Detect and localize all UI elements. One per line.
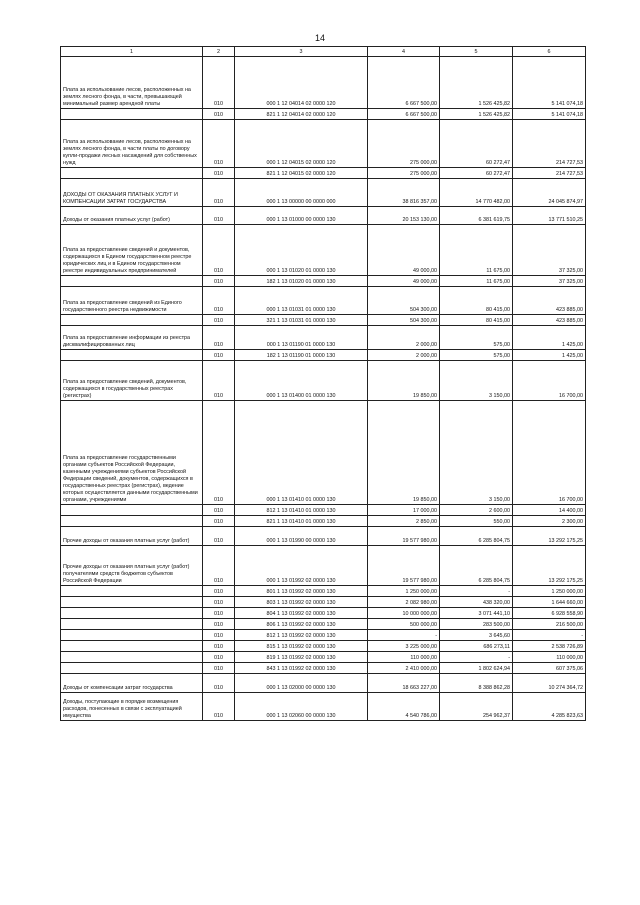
row-code-cell: 010	[203, 401, 235, 505]
row-name-cell: Доходы, поступающие в порядке возмещения расходов, понесенных в связи с эксплуатацией имущества	[61, 693, 203, 721]
row-kbk-cell: 000 1 13 01031 01 0000 130	[235, 287, 368, 315]
row-name-cell	[61, 641, 203, 652]
row-col5-value: 1 526 425,82	[440, 57, 513, 109]
row-name-cell	[61, 630, 203, 641]
row-code-cell: 010	[203, 546, 235, 586]
row-col4-value: 19 577 980,00	[368, 546, 440, 586]
row-col4-value: 38 816 357,00	[368, 179, 440, 207]
row-kbk-cell: 182 1 13 01190 01 0000 130	[235, 350, 368, 361]
row-col6-value: 5 141 074,18	[513, 57, 586, 109]
budget-revenue-table	[60, 46, 586, 721]
row-name-cell: Прочие доходы от оказания платных услуг (работ) получателями средств бюджетов субъектов Российской Федерации	[61, 546, 203, 586]
row-col6-value: 214 727,53	[513, 120, 586, 168]
row-col4-value: 504 300,00	[368, 315, 440, 326]
row-kbk-cell: 000 1 13 01992 02 0000 130	[235, 546, 368, 586]
table-row	[61, 516, 586, 527]
row-col4-value: 3 225 000,00	[368, 641, 440, 652]
row-name-cell: Плата за предоставление сведений из Единого государственного реестра недвижимости	[61, 287, 203, 315]
row-name-cell	[61, 168, 203, 179]
table-row	[61, 120, 586, 168]
row-name-cell	[61, 505, 203, 516]
table-row	[61, 505, 586, 516]
table-header-row	[61, 47, 586, 57]
row-code-cell: 010	[203, 516, 235, 527]
row-col5-value: 686 273,11	[440, 641, 513, 652]
row-col6-value: 24 045 874,97	[513, 179, 586, 207]
row-col4-value: 2 000,00	[368, 326, 440, 350]
table-row	[61, 630, 586, 641]
table-row	[61, 663, 586, 674]
row-code-cell: 010	[203, 652, 235, 663]
row-col6-value: 16 700,00	[513, 401, 586, 505]
row-kbk-cell: 000 1 13 01400 01 0000 130	[235, 361, 368, 401]
row-kbk-cell: 821 1 12 04015 02 0000 120	[235, 168, 368, 179]
row-name-cell: Прочие доходы от оказания платных услуг (работ)	[61, 527, 203, 546]
row-col6-value: 13 292 175,25	[513, 546, 586, 586]
row-name-cell	[61, 516, 203, 527]
row-col5-value: 3 645,60	[440, 630, 513, 641]
header-col-2: 2	[203, 47, 235, 57]
row-col4-value: 110 000,00	[368, 652, 440, 663]
row-col5-value: -	[440, 586, 513, 597]
table-row	[61, 652, 586, 663]
row-kbk-cell: 806 1 13 01992 02 0000 130	[235, 619, 368, 630]
table-row	[61, 608, 586, 619]
row-name-cell	[61, 663, 203, 674]
row-col5-value: 2 600,00	[440, 505, 513, 516]
row-col4-value: 275 000,00	[368, 168, 440, 179]
table-row	[61, 586, 586, 597]
row-col5-value: 550,00	[440, 516, 513, 527]
table-row	[61, 57, 586, 109]
row-kbk-cell: 821 1 12 04014 02 0000 120	[235, 109, 368, 120]
table-row	[61, 641, 586, 652]
row-name-cell: Доходы от оказания платных услуг (работ)	[61, 207, 203, 225]
row-kbk-cell: 843 1 13 01992 02 0000 130	[235, 663, 368, 674]
row-col5-value: 11 675,00	[440, 225, 513, 276]
row-name-cell: Плата за предоставление государственными органами субъектов Российской Федерации, казенными учреждениями субъектов Российской Федерации сведений, документов, содержащихся в государственных реестрах (регистрах), ведение которых осуществляется данными государственными органами, учреждениями	[61, 401, 203, 505]
row-kbk-cell: 815 1 13 01992 02 0000 130	[235, 641, 368, 652]
row-kbk-cell: 803 1 13 01992 02 0000 130	[235, 597, 368, 608]
table-row	[61, 350, 586, 361]
row-code-cell: 010	[203, 207, 235, 225]
row-kbk-cell: 000 1 13 01000 00 0000 130	[235, 207, 368, 225]
row-kbk-cell: 000 1 13 01990 00 0000 130	[235, 527, 368, 546]
row-kbk-cell: 804 1 13 01992 02 0000 130	[235, 608, 368, 619]
row-col4-value: 500 000,00	[368, 619, 440, 630]
row-name-cell	[61, 350, 203, 361]
row-code-cell: 010	[203, 276, 235, 287]
row-col4-value: 49 000,00	[368, 225, 440, 276]
row-kbk-cell: 321 1 13 01031 01 0000 130	[235, 315, 368, 326]
header-col-6: 6	[513, 47, 586, 57]
row-col6-value: 6 928 558,90	[513, 608, 586, 619]
row-col4-value: 20 153 130,00	[368, 207, 440, 225]
row-col6-value: 216 500,00	[513, 619, 586, 630]
header-col-1: 1	[61, 47, 203, 57]
row-kbk-cell: 819 1 13 01992 02 0000 130	[235, 652, 368, 663]
row-code-cell: 010	[203, 109, 235, 120]
page-number: 14	[314, 33, 325, 43]
row-kbk-cell: 000 1 13 01410 01 0000 130	[235, 401, 368, 505]
row-col5-value: 60 272,47	[440, 168, 513, 179]
row-col4-value: 17 000,00	[368, 505, 440, 516]
row-col6-value: 16 700,00	[513, 361, 586, 401]
row-col4-value: 6 667 500,00	[368, 57, 440, 109]
row-col5-value: 575,00	[440, 326, 513, 350]
row-code-cell: 010	[203, 57, 235, 109]
row-col4-value: 2 000,00	[368, 350, 440, 361]
row-col6-value: 607 375,06	[513, 663, 586, 674]
row-code-cell: 010	[203, 225, 235, 276]
row-kbk-cell: 000 1 13 01190 01 0000 130	[235, 326, 368, 350]
row-code-cell: 010	[203, 693, 235, 721]
row-col4-value: 2 850,00	[368, 516, 440, 527]
table-row	[61, 287, 586, 315]
row-col6-value: 1 425,00	[513, 350, 586, 361]
row-code-cell: 010	[203, 641, 235, 652]
row-col5-value: 6 285 804,75	[440, 546, 513, 586]
row-col5-value: 575,00	[440, 350, 513, 361]
row-col4-value: 19 850,00	[368, 401, 440, 505]
header-col-5: 5	[440, 47, 513, 57]
row-name-cell	[61, 597, 203, 608]
row-name-cell: Плата за использование лесов, расположенных на землях лесного фонда, в части платы по договору купли-продажи лесных насаждений для собственных нужд	[61, 120, 203, 168]
row-col6-value: 10 274 364,72	[513, 674, 586, 693]
row-name-cell	[61, 276, 203, 287]
row-name-cell	[61, 586, 203, 597]
row-col4-value: 1 250 000,00	[368, 586, 440, 597]
row-col4-value: 2 410 000,00	[368, 663, 440, 674]
row-col5-value: 3 150,00	[440, 361, 513, 401]
row-col5-value: 60 272,47	[440, 120, 513, 168]
table-row	[61, 179, 586, 207]
row-name-cell	[61, 315, 203, 326]
table-row	[61, 109, 586, 120]
row-kbk-cell: 000 1 12 04014 02 0000 120	[235, 57, 368, 109]
row-col6-value: 14 400,00	[513, 505, 586, 516]
row-kbk-cell: 812 1 13 01410 01 0000 130	[235, 505, 368, 516]
row-col4-value: 4 540 786,00	[368, 693, 440, 721]
row-col4-value: 18 663 227,00	[368, 674, 440, 693]
row-code-cell: 010	[203, 350, 235, 361]
row-kbk-cell: 000 1 13 02000 00 0000 130	[235, 674, 368, 693]
table-row	[61, 207, 586, 225]
row-code-cell: 010	[203, 608, 235, 619]
row-col5-value: 254 962,37	[440, 693, 513, 721]
row-kbk-cell: 182 1 13 01020 01 0000 130	[235, 276, 368, 287]
row-col5-value: 283 500,00	[440, 619, 513, 630]
row-kbk-cell: 821 1 13 01410 01 0000 130	[235, 516, 368, 527]
row-name-cell: Доходы от компенсации затрат государства	[61, 674, 203, 693]
row-code-cell: 010	[203, 619, 235, 630]
row-name-cell	[61, 608, 203, 619]
row-code-cell: 010	[203, 674, 235, 693]
row-col6-value: 1 644 660,00	[513, 597, 586, 608]
row-col6-value: 5 141 074,18	[513, 109, 586, 120]
row-name-cell: ДОХОДЫ ОТ ОКАЗАНИЯ ПЛАТНЫХ УСЛУГ И КОМПЕНСАЦИИ ЗАТРАТ ГОСУДАРСТВА	[61, 179, 203, 207]
row-code-cell: 010	[203, 361, 235, 401]
row-col5-value: 3 071 441,10	[440, 608, 513, 619]
row-col4-value: 49 000,00	[368, 276, 440, 287]
table-row	[61, 674, 586, 693]
row-code-cell: 010	[203, 527, 235, 546]
table-row	[61, 225, 586, 276]
row-code-cell: 010	[203, 597, 235, 608]
row-code-cell: 010	[203, 168, 235, 179]
row-col5-value: 6 381 619,75	[440, 207, 513, 225]
row-col6-value: 4 285 823,63	[513, 693, 586, 721]
row-col4-value: 6 667 500,00	[368, 109, 440, 120]
row-col6-value: 37 325,00	[513, 225, 586, 276]
row-kbk-cell: 000 1 13 02060 00 0000 130	[235, 693, 368, 721]
header-col-3: 3	[235, 47, 368, 57]
table-row	[61, 597, 586, 608]
row-kbk-cell: 801 1 13 01992 02 0000 130	[235, 586, 368, 597]
row-kbk-cell: 000 1 12 04015 02 0000 120	[235, 120, 368, 168]
row-col5-value: -	[440, 652, 513, 663]
row-col5-value: 80 415,00	[440, 315, 513, 326]
row-code-cell: 010	[203, 326, 235, 350]
row-col6-value: 2 300,00	[513, 516, 586, 527]
row-col6-value: 13 771 510,25	[513, 207, 586, 225]
row-col5-value: 11 675,00	[440, 276, 513, 287]
row-col4-value: 275 000,00	[368, 120, 440, 168]
row-code-cell: 010	[203, 315, 235, 326]
row-code-cell: 010	[203, 630, 235, 641]
row-col4-value: 19 577 980,00	[368, 527, 440, 546]
table-body	[61, 57, 586, 721]
table-row	[61, 619, 586, 630]
row-col5-value: 80 415,00	[440, 287, 513, 315]
row-col4-value: 19 850,00	[368, 361, 440, 401]
row-name-cell	[61, 619, 203, 630]
row-col4-value: 2 082 980,00	[368, 597, 440, 608]
row-col5-value: 438 320,00	[440, 597, 513, 608]
row-name-cell: Плата за предоставление информации из реестра дисквалифицированных лиц	[61, 326, 203, 350]
table-row	[61, 315, 586, 326]
table-row	[61, 693, 586, 721]
row-col6-value: 1 250 000,00	[513, 586, 586, 597]
row-code-cell: 010	[203, 120, 235, 168]
row-col5-value: 8 388 862,28	[440, 674, 513, 693]
row-col6-value: 214 727,53	[513, 168, 586, 179]
row-col5-value: 6 285 804,75	[440, 527, 513, 546]
row-col6-value: -	[513, 630, 586, 641]
row-col6-value: 2 538 726,89	[513, 641, 586, 652]
header-col-4: 4	[368, 47, 440, 57]
row-col6-value: 37 325,00	[513, 276, 586, 287]
row-col6-value: 423 885,00	[513, 287, 586, 315]
row-col6-value: 423 885,00	[513, 315, 586, 326]
row-name-cell: Плата за предоставление сведений и документов, содержащихся в Едином государственном реестре юридических лиц и в Едином государственном реестре индивидуальных предпринимателей	[61, 225, 203, 276]
table-row	[61, 276, 586, 287]
row-col6-value: 110 000,00	[513, 652, 586, 663]
row-kbk-cell: 812 1 13 01992 02 0000 130	[235, 630, 368, 641]
table-row	[61, 401, 586, 505]
row-col5-value: 3 150,00	[440, 401, 513, 505]
row-code-cell: 010	[203, 179, 235, 207]
row-col6-value: 1 425,00	[513, 326, 586, 350]
row-name-cell: Плата за использование лесов, расположенных на землях лесного фонда, в части, превышающей минимальный размер арендной платы	[61, 57, 203, 109]
row-kbk-cell: 000 1 13 01020 01 0000 130	[235, 225, 368, 276]
row-col5-value: 1 526 425,82	[440, 109, 513, 120]
table-row	[61, 546, 586, 586]
row-code-cell: 010	[203, 505, 235, 516]
table-row	[61, 527, 586, 546]
row-name-cell: Плата за предоставление сведений, документов, содержащихся в государственных реестрах (регистрах)	[61, 361, 203, 401]
row-col5-value: 1 802 624,94	[440, 663, 513, 674]
row-name-cell	[61, 109, 203, 120]
row-col6-value: 13 292 175,25	[513, 527, 586, 546]
table-row	[61, 361, 586, 401]
row-code-cell: 010	[203, 287, 235, 315]
row-name-cell	[61, 652, 203, 663]
row-col5-value: 14 770 482,00	[440, 179, 513, 207]
table-row	[61, 326, 586, 350]
row-col4-value: -	[368, 630, 440, 641]
table-row	[61, 168, 586, 179]
row-code-cell: 010	[203, 586, 235, 597]
row-col4-value: 504 300,00	[368, 287, 440, 315]
row-kbk-cell: 000 1 13 00000 00 0000 000	[235, 179, 368, 207]
row-code-cell: 010	[203, 663, 235, 674]
row-col4-value: 10 000 000,00	[368, 608, 440, 619]
